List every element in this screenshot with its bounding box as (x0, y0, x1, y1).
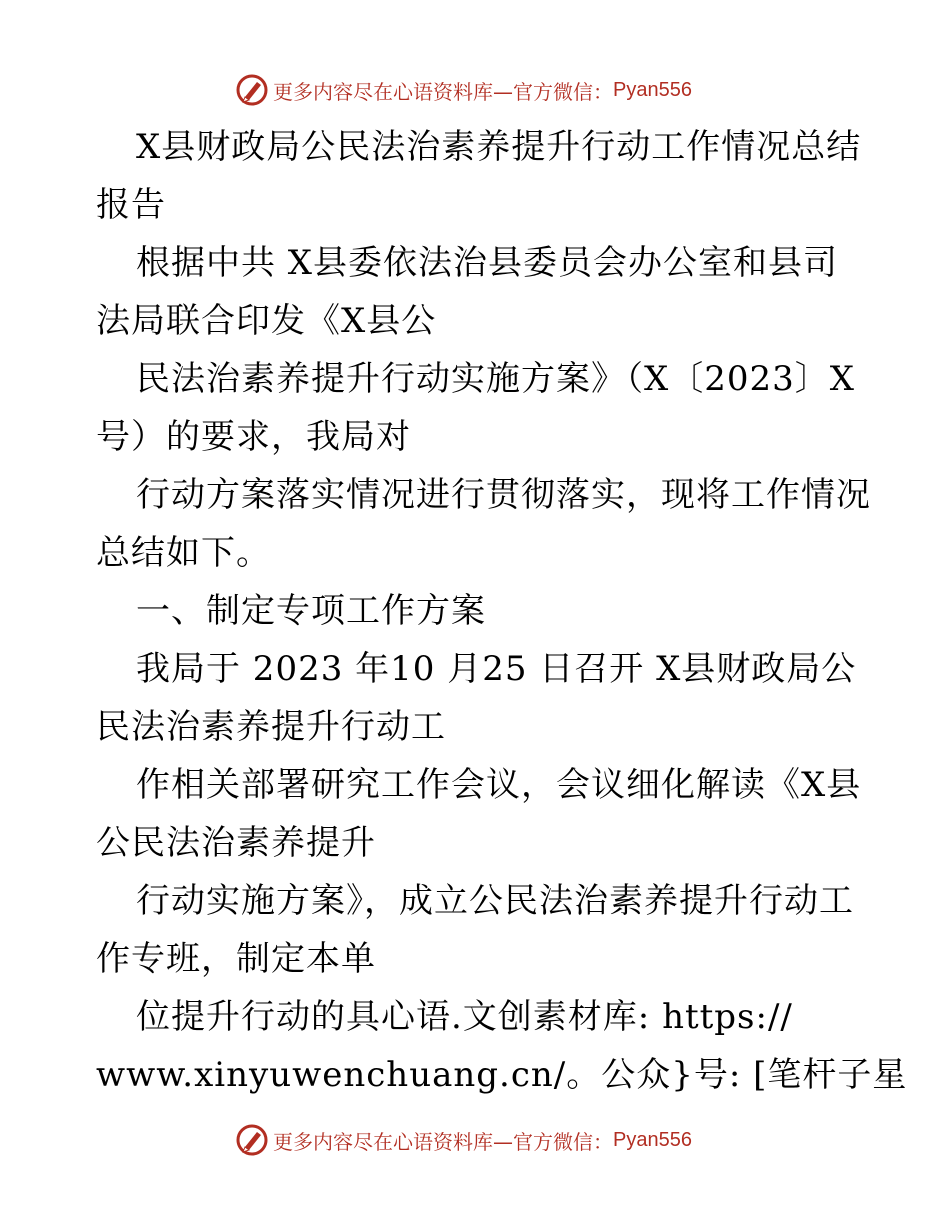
paragraph-line: 民法治素养提升行动实施方案》（X〔2023〕X (136, 359, 855, 399)
document-title-line-2: 报告 (96, 185, 166, 225)
paragraph-line: 号）的要求，我局对 (96, 417, 411, 457)
paragraph-line: 行动方案落实情况进行贯彻落实，现将工作情况 (136, 475, 871, 515)
watermark-wechat-id: Pyan556 (613, 78, 692, 101)
paragraph-line: 公民法治素养提升 (96, 823, 376, 863)
paragraph-line: 我局于 2023 年10 月25 日召开 X县财政局公 (136, 649, 857, 689)
document-title-line-1: X县财政局公民法治素养提升行动工作情况总结 (136, 127, 862, 167)
paragraph-line: 作相关部署研究工作会议，会议细化解读《X县 (136, 765, 862, 805)
header-watermark (235, 72, 692, 108)
pen-in-circle-icon (235, 1123, 269, 1157)
pen-in-circle-icon (235, 73, 269, 107)
section-heading: 一、制定专项工作方案 (136, 591, 486, 631)
paragraph-line: 总结如下。 (96, 533, 271, 573)
paragraph-line: 法局联合印发《X县公 (96, 301, 437, 341)
watermark-text: 更多内容尽在心语资料库—官方微信： (273, 79, 613, 104)
paragraph-line: www.xinyuwenchuang.cn/。公众}号: [笔杆子星 (96, 1055, 908, 1095)
paragraph-line: 民法治素养提升行动工 (96, 707, 446, 747)
watermark-wechat-id: Pyan556 (613, 1128, 692, 1151)
footer-watermark (235, 1122, 692, 1158)
watermark-text: 更多内容尽在心语资料库—官方微信： (273, 1129, 613, 1154)
paragraph-line: 行动实施方案》，成立公民法治素养提升行动工 (136, 881, 854, 921)
paragraph-line: 作专班，制定本单 (96, 939, 376, 979)
paragraph-line: 位提升行动的具心语.文创素材库: https:// (136, 997, 793, 1037)
paragraph-line: 根据中共 X县委依法治县委员会办公室和县司 (136, 243, 839, 283)
